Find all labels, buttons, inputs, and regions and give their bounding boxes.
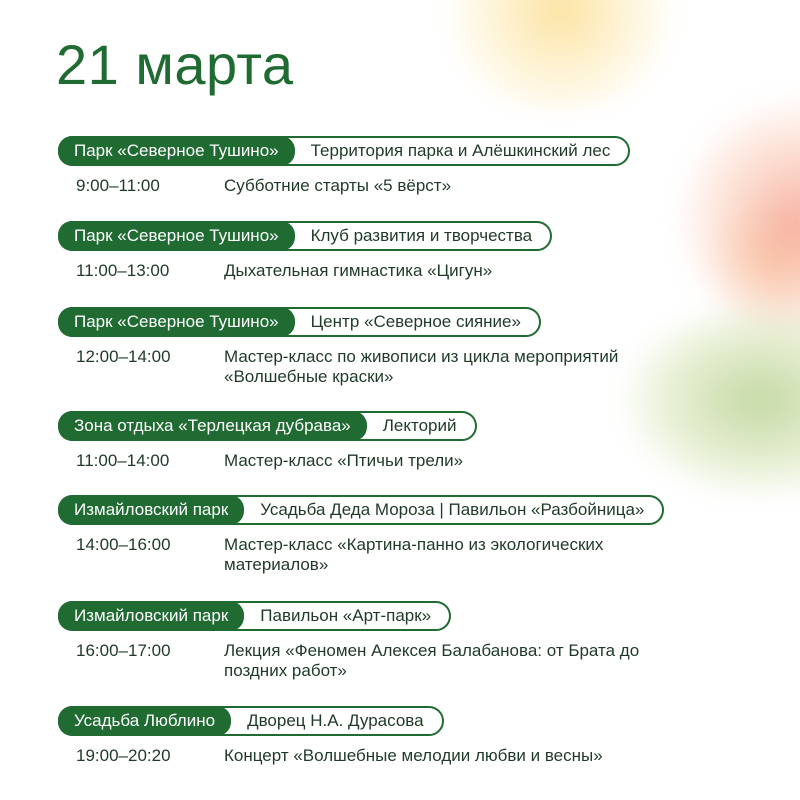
event-title: Дыхательная гимнастика «Цигун»: [224, 261, 493, 280]
schedule-section-3: [58, 307, 619, 391]
event-time: 9:00–11:00: [76, 176, 160, 195]
event-time: 12:00–14:00: [76, 347, 171, 366]
event-time: 19:00–20:20: [76, 746, 171, 765]
venue-name: Усадьба Деда Мороза | Павильон «Разбойница»: [260, 500, 645, 519]
schedule-section-7: [58, 706, 603, 790]
event-row: [58, 451, 477, 495]
venue-name: Лекторий: [382, 416, 457, 435]
event-row: [58, 261, 552, 305]
event-title: Лекция «Феномен Алексея Балабанова: от Брата до поздних работ»: [224, 641, 640, 680]
event-row: [58, 176, 630, 220]
venue-name: Центр «Северное сияние»: [310, 312, 521, 331]
park-name: Измайловский парк: [58, 495, 244, 525]
location-tag: [58, 495, 664, 525]
event-title: Концерт «Волшебные мелодии любви и весны»: [224, 746, 603, 765]
venue-name: Территория парка и Алёшкинский лес: [310, 141, 611, 160]
event-title: Мастер-класс «Картина-панно из экологических материалов»: [224, 535, 604, 574]
location-tag: [58, 136, 630, 166]
event-title: Мастер-класс по живописи из цикла мероприятий «Волшебные краски»: [224, 347, 619, 386]
schedule-section-4: [58, 411, 477, 495]
schedule-section-5: [58, 495, 664, 579]
location-tag: [58, 706, 444, 736]
event-row: [58, 535, 664, 579]
schedule-section-6: [58, 601, 640, 685]
event-row: [58, 347, 619, 391]
location-tag: [58, 601, 451, 631]
page-title: 21 марта: [56, 33, 294, 96]
event-row: [58, 746, 603, 790]
venue-name: Клуб развития и творчества: [310, 226, 533, 245]
decor-blob-red: [680, 90, 800, 350]
park-name: Парк «Северное Тушино»: [58, 307, 295, 337]
decor-blob-yellow: [430, 0, 690, 110]
event-time: 16:00–17:00: [76, 641, 171, 660]
event-time: 11:00–13:00: [76, 261, 170, 280]
park-name: Усадьба Люблино: [58, 706, 231, 736]
location-tag: [58, 307, 541, 337]
decor-blob-orange: [700, 200, 800, 320]
schedule-section-1: [58, 136, 630, 220]
park-name: Измайловский парк: [58, 601, 244, 631]
location-tag: [58, 221, 552, 251]
venue-name: Дворец Н.А. Дурасова: [247, 711, 424, 730]
park-name: Зона отдыха «Терлецкая дубрава»: [58, 411, 367, 441]
event-time: 11:00–14:00: [76, 451, 170, 470]
event-title: Субботние старты «5 вёрст»: [224, 176, 452, 195]
event-row: [58, 641, 640, 685]
venue-name: Павильон «Арт-парк»: [260, 606, 432, 625]
event-time: 14:00–16:00: [76, 535, 171, 554]
location-tag: [58, 411, 477, 441]
event-title: Мастер-класс «Птичьи трели»: [224, 451, 464, 470]
schedule-section-2: [58, 221, 552, 305]
park-name: Парк «Северное Тушино»: [58, 136, 295, 166]
park-name: Парк «Северное Тушино»: [58, 221, 295, 251]
